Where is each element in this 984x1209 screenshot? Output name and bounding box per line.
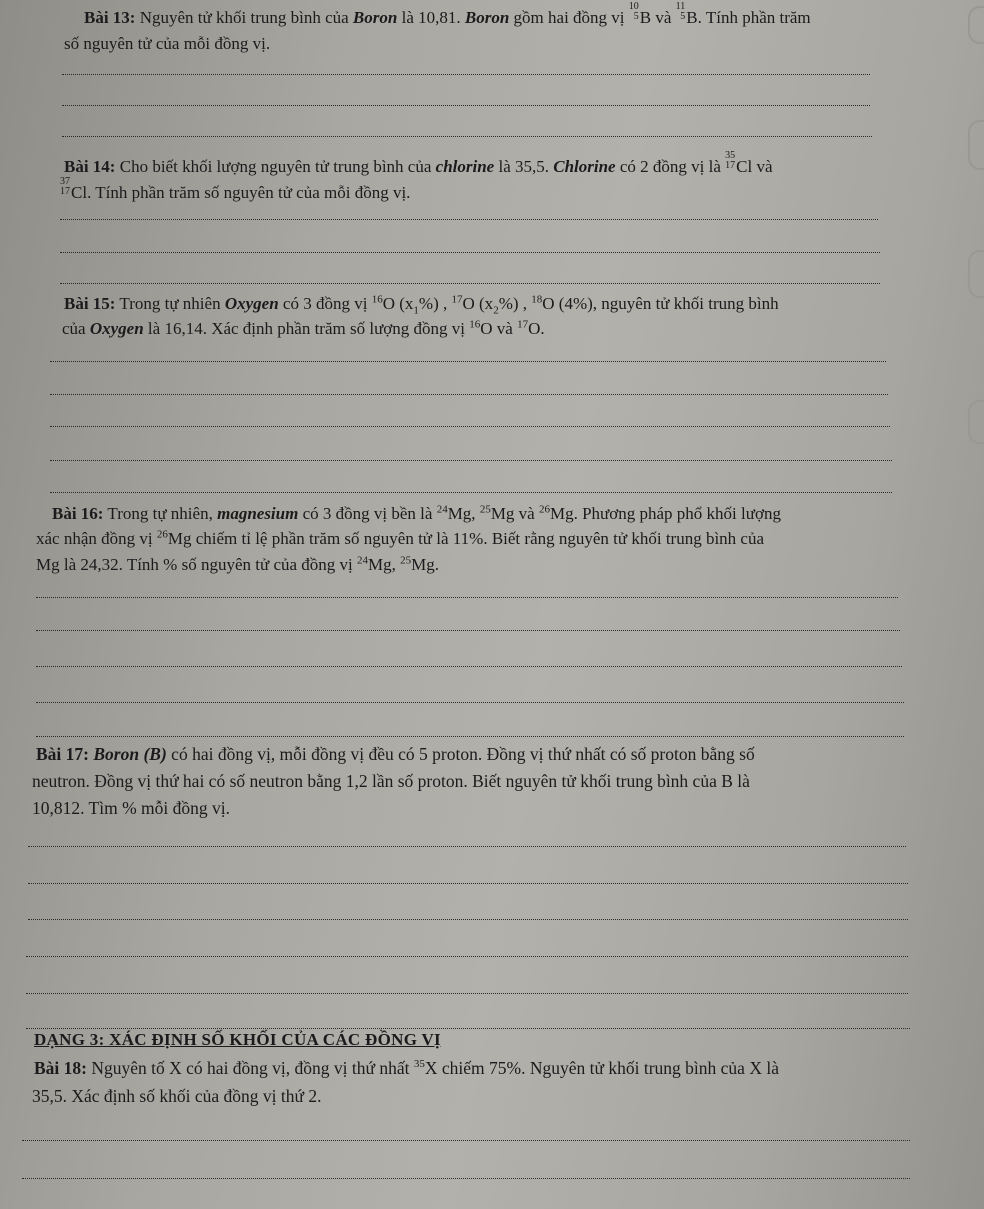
exercise-15 <box>64 290 964 317</box>
answer-line[interactable] <box>50 426 890 427</box>
exercise-18-line-2: 35,5. Xác định số khối của đồng vị thứ 2. <box>32 1086 322 1106</box>
exercise-15-text: có 3 đồng vị <box>278 294 372 313</box>
atomic-number: 5 <box>680 11 686 22</box>
binder-ring <box>968 120 984 170</box>
exercise-16-text: Mg. <box>411 555 440 574</box>
exercise-15-text: O (4%), nguyên tử khối trung bình <box>542 294 779 313</box>
element-symbol: B <box>639 8 652 27</box>
exercise-15-text: %) , <box>418 294 452 313</box>
binder-ring <box>968 6 984 44</box>
answer-line[interactable] <box>28 919 908 920</box>
exercise-15-text: của <box>62 319 90 338</box>
exercise-15-text: là 16,14. Xác định phần trăm số lượng đồng vị <box>143 319 470 338</box>
exercise-14-line-2 <box>60 177 410 206</box>
mass-number: 24 <box>357 554 369 567</box>
mass-number: 25 <box>400 554 412 567</box>
element-name: Oxygen <box>89 319 144 338</box>
exercise-14-text: . Tính phần trăm số nguyên tử của mỗi đồng vị. <box>87 183 411 202</box>
answer-line[interactable] <box>50 394 888 395</box>
answer-line[interactable] <box>60 283 880 284</box>
mass-number: 16 <box>469 318 481 331</box>
answer-line[interactable] <box>36 702 904 703</box>
exercise-15-text: O (x <box>382 294 414 313</box>
isotope-notation <box>60 177 70 197</box>
answer-line[interactable] <box>62 105 870 106</box>
exercise-15-text: O và <box>480 319 518 338</box>
element-name: Boron <box>464 8 510 27</box>
atomic-number: 17 <box>725 160 736 171</box>
exercise-16-text: Mg và <box>490 504 539 523</box>
exercise-17-text: có hai đồng vị, mỗi đồng vị đều có 5 proton. Đồng vị thứ nhất có số proton bằng số <box>166 744 755 764</box>
exercise-13-text: Nguyên tử khối trung bình của <box>135 8 353 27</box>
exercise-14-text: có 2 đồng vị là <box>615 157 726 176</box>
exercise-16-text: có 3 đồng vị bền là <box>298 504 437 523</box>
exercise-14-text: là 35,5. <box>494 157 554 176</box>
answer-line[interactable] <box>36 597 898 598</box>
element-symbol: Cl <box>736 157 753 176</box>
exercise-16-text: Mg là 24,32. Tính % số nguyên tử của đồng vị <box>36 555 358 574</box>
atomic-number: 5 <box>633 11 639 22</box>
element-name: Chlorine <box>553 157 616 176</box>
exercise-16-text: Mg chiếm tỉ lệ phần trăm số nguyên tử là 11%. Biết rằng nguyên tử khối trung bình của <box>167 529 765 548</box>
exercise-16-line-2 <box>36 525 966 552</box>
exercise-18-text: Nguyên tố X có hai đồng vị, đồng vị thứ nhất <box>87 1058 414 1078</box>
exercise-13-line-2: số nguyên tử của mỗi đồng vị. <box>64 34 271 53</box>
mass-number: 16 <box>371 293 383 306</box>
mass-number: 17 <box>517 318 529 331</box>
answer-line[interactable] <box>28 846 906 847</box>
exercise-13-text: là 10,81. <box>397 8 465 27</box>
element-name: magnesium <box>217 504 299 523</box>
mass-number: 18 <box>531 293 543 306</box>
answer-line[interactable] <box>62 136 872 137</box>
exercise-13-text: . Tính phần trăm <box>697 8 811 27</box>
exercise-13-label: Bài 13: <box>84 8 136 27</box>
isotope-notation <box>676 2 686 22</box>
answer-line[interactable] <box>22 1140 910 1141</box>
exercise-18-label: Bài 18: <box>34 1058 87 1078</box>
isotope-notation <box>629 2 639 22</box>
exercise-17-line-3: 10,812. Tìm % mỗi đồng vị. <box>32 798 231 818</box>
element-name: chlorine <box>435 157 495 176</box>
subscript: 1 <box>413 304 419 317</box>
exercise-16-text: Mg, <box>368 555 401 574</box>
exercise-14-text: và <box>752 157 773 176</box>
element-symbol: Cl <box>71 183 88 202</box>
answer-line[interactable] <box>60 219 878 220</box>
exercise-15-line-2 <box>62 315 962 342</box>
mass-number: 24 <box>436 503 448 516</box>
answer-line[interactable] <box>26 956 908 957</box>
atomic-number: 17 <box>60 186 70 197</box>
exercise-13-text: gồm hai đồng vị <box>509 8 629 27</box>
element-name: Boron <box>352 8 398 27</box>
exercise-16-text: Mg. Phương pháp phổ khối lượng <box>549 504 781 523</box>
answer-line[interactable] <box>26 993 908 994</box>
exercise-17 <box>36 741 976 768</box>
exercise-13 <box>84 2 964 31</box>
mass-number: 11 <box>675 1 686 12</box>
exercise-15-text: Trong tự nhiên <box>115 294 225 313</box>
answer-line[interactable] <box>22 1178 910 1179</box>
exercise-17-label: Bài 17: <box>36 744 89 764</box>
answer-line[interactable] <box>36 630 900 631</box>
answer-line[interactable] <box>50 361 886 362</box>
answer-line[interactable] <box>60 252 880 253</box>
mass-number: 37 <box>60 176 70 187</box>
exercise-15-text: O. <box>528 319 545 338</box>
exercise-14 <box>64 151 944 180</box>
exercise-16-label: Bài 16: <box>52 504 104 523</box>
exercise-15-text: O (x <box>462 294 494 313</box>
answer-line[interactable] <box>50 460 892 461</box>
exercise-15-label: Bài 15: <box>64 294 116 313</box>
mass-number: 10 <box>628 1 639 12</box>
exercise-16-text: Trong tự nhiên, <box>103 504 218 523</box>
element-name: Boron (B) <box>89 744 167 764</box>
element-name: Oxygen <box>224 294 279 313</box>
mass-number: 25 <box>479 503 491 516</box>
exercise-18-text: X chiếm 75%. Nguyên tử khối trung bình của X là <box>424 1058 779 1078</box>
mass-number: 26 <box>538 503 550 516</box>
isotope-notation <box>725 151 735 171</box>
exercise-15-text: %) , <box>498 294 532 313</box>
exercise-16-line-3 <box>36 551 956 578</box>
answer-line[interactable] <box>36 736 904 737</box>
subscript: 2 <box>493 304 499 317</box>
answer-line[interactable] <box>28 883 908 884</box>
exercise-14-text: Cho biết khối lượng nguyên tử trung bình của <box>115 157 436 176</box>
exercise-18 <box>34 1055 974 1082</box>
answer-line[interactable] <box>36 666 902 667</box>
section-heading: DẠNG 3: XÁC ĐỊNH SỐ KHỐI CỦA CÁC ĐỒNG VỊ <box>34 1030 441 1049</box>
exercise-13-text: và <box>651 8 676 27</box>
element-symbol: B <box>686 8 698 27</box>
mass-number: 17 <box>451 293 463 306</box>
exercise-17-line-2: neutron. Đồng vị thứ hai có số neutron bằng 1,2 lần số proton. Biết nguyên tử khối trung bình của B là <box>32 771 750 791</box>
answer-line[interactable] <box>62 74 870 75</box>
exercise-16 <box>52 500 962 527</box>
answer-line[interactable] <box>26 1028 910 1029</box>
mass-number: 26 <box>156 528 168 541</box>
exercise-16-text: xác nhận đồng vị <box>36 529 157 548</box>
answer-line[interactable] <box>50 492 892 493</box>
mass-number: 35 <box>725 150 736 161</box>
exercise-14-label: Bài 14: <box>64 157 116 176</box>
exercise-16-text: Mg, <box>447 504 480 523</box>
binder-ring <box>968 250 984 298</box>
mass-number: 35 <box>413 1058 425 1071</box>
binder-ring <box>968 400 984 444</box>
